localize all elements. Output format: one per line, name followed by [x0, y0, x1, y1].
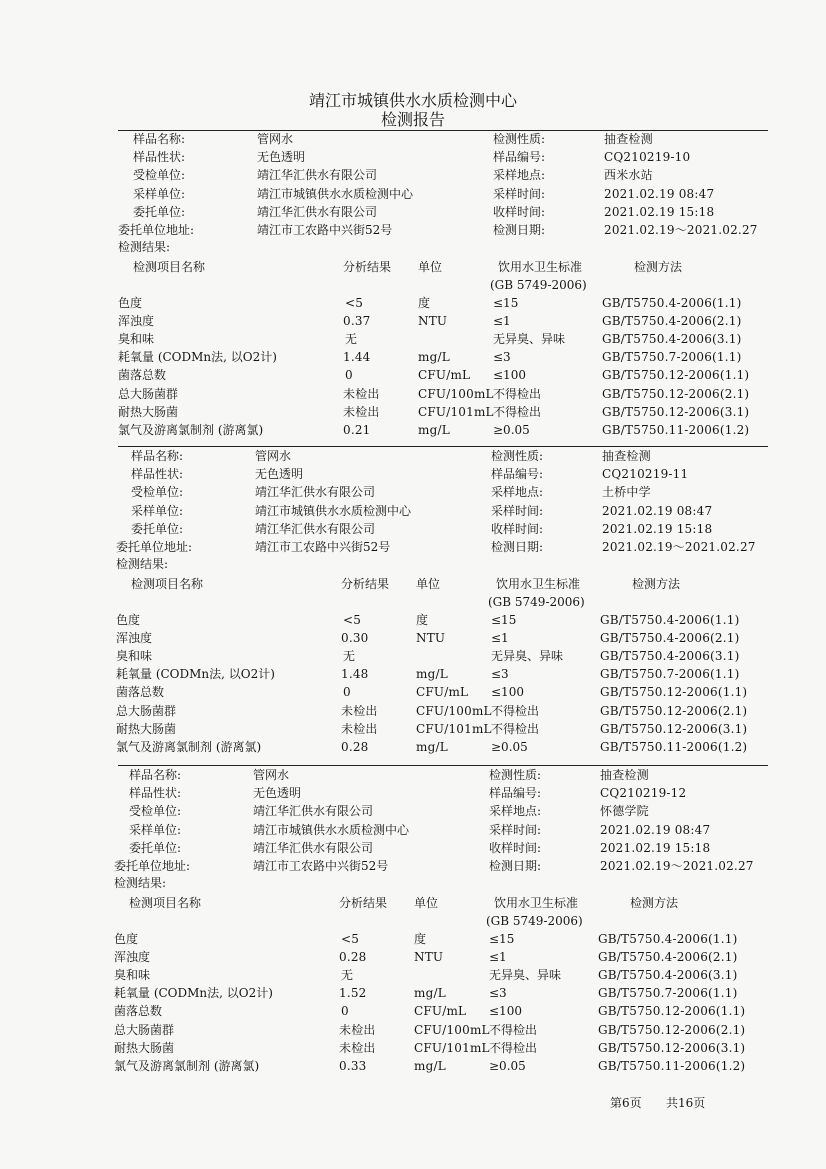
col-header-unit: 单位 — [418, 260, 443, 274]
row-method: GB/T5750.4-2006(3.1) — [598, 968, 738, 983]
row-result: 0.37 — [343, 314, 371, 329]
block-divider — [118, 765, 768, 766]
row-result: 未检出 — [341, 721, 378, 736]
results-label: 检测结果: — [116, 557, 169, 571]
col-header-method: 检测方法 — [632, 577, 681, 591]
row-result: 未检出 — [339, 1040, 376, 1055]
value-sample-name: 管网水 — [257, 132, 294, 146]
row-item: 氯气及游离氯制剂 (游离氯) — [114, 1058, 260, 1073]
col-header-unit: 单位 — [414, 896, 439, 910]
value-test-nature: 抽查检测 — [604, 132, 653, 146]
row-standard: ≥0.05 — [491, 739, 528, 754]
value-test-date: 2021.02.19～2021.02.27 — [600, 859, 754, 873]
row-method: GB/T5750.12-2006(1.1) — [602, 368, 750, 383]
page-current: 第6页 — [610, 1096, 642, 1110]
label-sampling-unit: 采样单位: — [129, 822, 182, 837]
row-item: 耐热大肠菌 — [118, 404, 179, 419]
row-unit: NTU — [418, 314, 448, 329]
value-sample-name: 管网水 — [255, 449, 292, 463]
row-method: GB/T5750.12-2006(3.1) — [598, 1040, 746, 1055]
row-unit: 度 — [416, 613, 429, 627]
col-header-item: 检测项目名称 — [133, 260, 206, 274]
label-inspected-unit: 受检单位: — [131, 485, 184, 500]
label-test-date: 检测日期: — [493, 223, 546, 237]
value-sampling-unit: 靖江市城镇供水水质检测中心 — [253, 822, 410, 837]
block-divider — [118, 446, 768, 447]
row-method: GB/T5750.12-2006(2.1) — [598, 1022, 746, 1037]
value-sampling-unit: 靖江市城镇供水水质检测中心 — [257, 186, 414, 201]
row-result: 1.48 — [341, 667, 369, 682]
value-sampling-time: 2021.02.19 08:47 — [600, 822, 711, 837]
label-receive-time: 收样时间: — [489, 840, 542, 855]
row-method: GB/T5750.4-2006(2.1) — [602, 314, 742, 329]
row-unit: NTU — [416, 631, 446, 646]
row-standard: ≤1 — [489, 950, 507, 965]
row-standard: ≤100 — [489, 1004, 522, 1019]
row-result: <5 — [341, 932, 360, 946]
row-method: GB/T5750.11-2006(1.2) — [600, 739, 748, 754]
row-result: 未检出 — [343, 404, 380, 419]
value-client-address: 靖江市工农路中兴街52号 — [253, 859, 389, 873]
row-standard: ≤3 — [493, 350, 511, 365]
label-client-unit: 委托单位: — [129, 840, 182, 855]
row-item: 耗氧量 (CODMn法, 以O2计) — [118, 350, 277, 365]
doc-title: 检测报告 — [380, 110, 445, 129]
org-title: 靖江市城镇供水水质检测中心 — [308, 91, 517, 110]
row-result: 0 — [343, 685, 351, 700]
results-label: 检测结果: — [118, 240, 171, 254]
value-sample-name: 管网水 — [253, 768, 290, 782]
value-sampling-unit: 靖江市城镇供水水质检测中心 — [255, 503, 412, 518]
row-standard: ≥0.05 — [489, 1058, 526, 1073]
col-header-result: 分析结果 — [341, 577, 390, 591]
row-item: 臭和味 — [118, 332, 155, 347]
col-header-standard-ref: (GB 5749-2006) — [490, 278, 587, 292]
row-item: 耐热大肠菌 — [114, 1040, 175, 1055]
label-sample-name: 样品名称: — [133, 132, 186, 146]
value-test-date: 2021.02.19～2021.02.27 — [602, 540, 756, 554]
title-rule — [118, 130, 768, 131]
value-sampling-site: 土桥中学 — [602, 485, 651, 500]
row-result: 无 — [345, 332, 358, 347]
value-sample-no: CQ210219-10 — [604, 150, 691, 165]
row-result: <5 — [345, 296, 364, 310]
label-inspected-unit: 受检单位: — [133, 168, 186, 183]
label-sample-state: 样品性状: — [131, 467, 184, 482]
label-sampling-time: 采样时间: — [493, 186, 546, 201]
row-standard: 无异臭、异味 — [489, 968, 562, 983]
row-item: 菌落总数 — [114, 1004, 163, 1019]
value-sample-state: 无色透明 — [257, 150, 306, 165]
row-unit: CFU/101mL — [416, 721, 492, 736]
label-client-address: 委托单位地址: — [114, 859, 191, 873]
row-item: 臭和味 — [116, 649, 153, 664]
row-standard: 不得检出 — [493, 386, 542, 401]
row-method: GB/T5750.7-2006(1.1) — [600, 667, 740, 682]
row-unit: mg/L — [416, 739, 448, 754]
row-unit: NTU — [414, 950, 444, 965]
col-header-item: 检测项目名称 — [129, 896, 202, 910]
row-item: 浑浊度 — [114, 950, 151, 965]
value-sampling-site: 西米水站 — [604, 168, 653, 183]
label-sample-name: 样品名称: — [131, 449, 184, 463]
row-method: GB/T5750.4-2006(1.1) — [598, 932, 738, 946]
value-sample-no: CQ210219-12 — [600, 786, 687, 801]
row-item: 色度 — [114, 932, 139, 946]
label-client-address: 委托单位地址: — [118, 223, 195, 237]
row-unit: CFU/101mL — [418, 404, 494, 419]
row-item: 臭和味 — [114, 968, 151, 983]
row-result: 未检出 — [341, 703, 378, 718]
row-standard: 不得检出 — [491, 721, 540, 736]
row-unit: CFU/mL — [414, 1004, 467, 1019]
row-result: 0.28 — [339, 950, 367, 965]
row-item: 总大肠菌群 — [116, 703, 177, 718]
label-receive-time: 收样时间: — [493, 204, 546, 219]
row-standard: ≤1 — [493, 314, 511, 329]
value-test-date: 2021.02.19～2021.02.27 — [604, 223, 758, 237]
row-method: GB/T5750.12-2006(3.1) — [600, 721, 748, 736]
row-standard: 不得检出 — [493, 404, 542, 419]
row-unit: CFU/mL — [418, 368, 471, 383]
row-unit: mg/L — [418, 422, 450, 437]
row-item: 菌落总数 — [118, 368, 167, 383]
col-header-standard-ref: (GB 5749-2006) — [488, 595, 585, 609]
row-unit: 度 — [418, 296, 431, 310]
row-unit: mg/L — [418, 350, 450, 365]
row-item: 浑浊度 — [118, 314, 155, 329]
row-unit: CFU/mL — [416, 685, 469, 700]
label-sample-name: 样品名称: — [129, 768, 182, 782]
row-result: 无 — [341, 968, 354, 983]
row-result: 未检出 — [343, 386, 380, 401]
label-test-nature: 检测性质: — [489, 768, 542, 782]
row-item: 氯气及游离氯制剂 (游离氯) — [118, 422, 264, 437]
row-standard: ≤100 — [491, 685, 524, 700]
row-result: 0.30 — [341, 631, 369, 646]
row-method: GB/T5750.4-2006(2.1) — [598, 950, 738, 965]
label-sampling-site: 采样地点: — [491, 485, 544, 500]
label-sample-state: 样品性状: — [129, 786, 182, 801]
row-item: 总大肠菌群 — [118, 386, 179, 401]
row-item: 耐热大肠菌 — [116, 721, 177, 736]
row-item: 总大肠菌群 — [114, 1022, 175, 1037]
label-receive-time: 收样时间: — [491, 521, 544, 536]
row-standard: 不得检出 — [489, 1022, 538, 1037]
row-result: 0 — [341, 1004, 349, 1019]
row-result: 1.52 — [339, 986, 367, 1001]
col-header-result: 分析结果 — [339, 896, 388, 910]
row-item: 耗氧量 (CODMn法, 以O2计) — [114, 986, 273, 1001]
col-header-unit: 单位 — [416, 577, 441, 591]
label-test-nature: 检测性质: — [491, 449, 544, 463]
row-method: GB/T5750.12-2006(2.1) — [602, 386, 750, 401]
row-standard: ≤15 — [489, 932, 515, 946]
row-result: 0.28 — [341, 739, 369, 754]
row-result: 0 — [345, 368, 353, 383]
label-sampling-unit: 采样单位: — [133, 186, 186, 201]
col-header-item: 检测项目名称 — [131, 577, 204, 591]
row-result: 无 — [343, 649, 356, 664]
row-standard: 无异臭、异味 — [491, 649, 564, 664]
row-method: GB/T5750.4-2006(1.1) — [600, 613, 740, 627]
row-method: GB/T5750.12-2006(2.1) — [600, 703, 748, 718]
row-standard: ≤15 — [493, 296, 519, 310]
label-sampling-unit: 采样单位: — [131, 503, 184, 518]
label-sampling-site: 采样地点: — [493, 168, 546, 183]
row-result: 0.21 — [343, 422, 371, 437]
row-method: GB/T5750.7-2006(1.1) — [602, 350, 742, 365]
value-sample-state: 无色透明 — [253, 786, 302, 801]
value-sampling-time: 2021.02.19 08:47 — [602, 503, 713, 518]
col-header-method: 检测方法 — [630, 896, 679, 910]
row-method: GB/T5750.12-2006(3.1) — [602, 404, 750, 419]
col-header-standard-ref: (GB 5749-2006) — [486, 914, 583, 928]
row-method: GB/T5750.12-2006(1.1) — [600, 685, 748, 700]
value-receive-time: 2021.02.19 15:18 — [600, 840, 711, 855]
row-standard: 不得检出 — [489, 1040, 538, 1055]
label-sampling-time: 采样时间: — [491, 503, 544, 518]
label-client-address: 委托单位地址: — [116, 540, 193, 554]
col-header-result: 分析结果 — [343, 260, 392, 274]
label-test-nature: 检测性质: — [493, 132, 546, 146]
row-standard: ≤15 — [491, 613, 517, 627]
row-unit: mg/L — [414, 1058, 446, 1073]
value-inspected-unit: 靖江华汇供水有限公司 — [257, 168, 378, 183]
row-item: 耗氧量 (CODMn法, 以O2计) — [116, 667, 275, 682]
row-method: GB/T5750.7-2006(1.1) — [598, 986, 738, 1001]
label-sample-state: 样品性状: — [133, 150, 186, 165]
value-test-nature: 抽查检测 — [602, 449, 651, 463]
row-standard: 不得检出 — [491, 703, 540, 718]
row-item: 菌落总数 — [116, 685, 165, 700]
value-client-unit: 靖江华汇供水有限公司 — [253, 840, 374, 855]
label-sample-no: 样品编号: — [493, 150, 546, 165]
row-method: GB/T5750.4-2006(2.1) — [600, 631, 740, 646]
row-standard: 无异臭、异味 — [493, 332, 566, 347]
col-header-method: 检测方法 — [634, 260, 683, 274]
row-unit: mg/L — [416, 667, 448, 682]
row-method: GB/T5750.11-2006(1.2) — [602, 422, 750, 437]
label-sampling-time: 采样时间: — [489, 822, 542, 837]
row-unit: mg/L — [414, 986, 446, 1001]
value-sampling-site: 怀德学院 — [600, 804, 649, 819]
row-unit: 度 — [414, 932, 427, 946]
row-standard: ≤3 — [489, 986, 507, 1001]
col-header-standard: 饮用水卫生标准 — [498, 260, 583, 274]
row-item: 色度 — [116, 613, 141, 627]
value-sample-state: 无色透明 — [255, 467, 304, 482]
page-total: 共16页 — [666, 1096, 706, 1110]
value-sampling-time: 2021.02.19 08:47 — [604, 186, 715, 201]
row-standard: ≤100 — [493, 368, 526, 383]
label-client-unit: 委托单位: — [133, 204, 186, 219]
row-standard: ≤1 — [491, 631, 509, 646]
row-item: 色度 — [118, 296, 143, 310]
value-client-address: 靖江市工农路中兴街52号 — [257, 223, 393, 237]
value-inspected-unit: 靖江华汇供水有限公司 — [253, 804, 374, 819]
col-header-standard: 饮用水卫生标准 — [496, 577, 581, 591]
row-item: 浑浊度 — [116, 631, 153, 646]
row-result: 未检出 — [339, 1022, 376, 1037]
value-receive-time: 2021.02.19 15:18 — [604, 204, 715, 219]
row-standard: ≤3 — [491, 667, 509, 682]
results-label: 检测结果: — [114, 876, 167, 890]
value-sample-no: CQ210219-11 — [602, 467, 689, 482]
row-item: 氯气及游离氯制剂 (游离氯) — [116, 739, 262, 754]
label-sample-no: 样品编号: — [489, 786, 542, 801]
row-method: GB/T5750.11-2006(1.2) — [598, 1058, 746, 1073]
row-method: GB/T5750.4-2006(3.1) — [600, 649, 740, 664]
col-header-standard: 饮用水卫生标准 — [494, 896, 579, 910]
row-standard: ≥0.05 — [493, 422, 530, 437]
row-method: GB/T5750.4-2006(3.1) — [602, 332, 742, 347]
row-result: 0.33 — [339, 1058, 367, 1073]
row-unit: CFU/100mL — [418, 386, 494, 401]
label-test-date: 检测日期: — [491, 540, 544, 554]
value-client-unit: 靖江华汇供水有限公司 — [257, 204, 378, 219]
label-inspected-unit: 受检单位: — [129, 804, 182, 819]
label-sample-no: 样品编号: — [491, 467, 544, 482]
row-method: GB/T5750.12-2006(1.1) — [598, 1004, 746, 1019]
value-inspected-unit: 靖江华汇供水有限公司 — [255, 485, 376, 500]
row-unit: CFU/101mL — [414, 1040, 490, 1055]
row-unit: CFU/100mL — [414, 1022, 490, 1037]
row-unit: CFU/100mL — [416, 703, 492, 718]
label-client-unit: 委托单位: — [131, 521, 184, 536]
value-client-unit: 靖江华汇供水有限公司 — [255, 521, 376, 536]
value-receive-time: 2021.02.19 15:18 — [602, 521, 713, 536]
value-client-address: 靖江市工农路中兴街52号 — [255, 540, 391, 554]
label-sampling-site: 采样地点: — [489, 804, 542, 819]
row-method: GB/T5750.4-2006(1.1) — [602, 296, 742, 310]
label-test-date: 检测日期: — [489, 859, 542, 873]
row-result: 1.44 — [343, 350, 371, 365]
row-result: <5 — [343, 613, 362, 627]
value-test-nature: 抽查检测 — [600, 768, 649, 782]
